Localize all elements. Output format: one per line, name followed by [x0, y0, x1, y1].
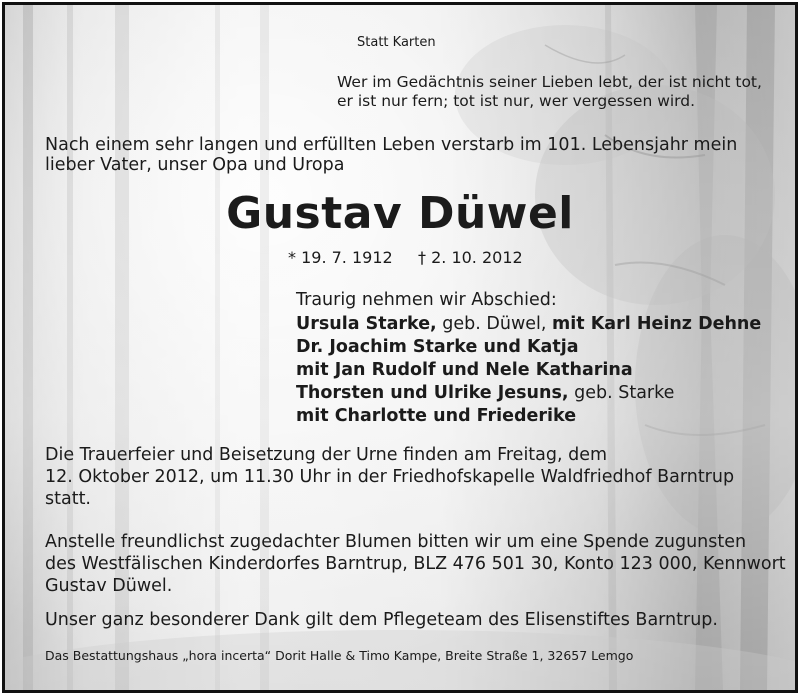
donation-line-2: des Westfälischen Kinderdorfes Barntrup, BLZ 476 501 30, Konto 123 000, Kennwort — [45, 554, 786, 574]
mourner-line-3: mit Jan Rudolf und Nele Katharina — [296, 360, 633, 380]
mourner-name: Thorsten und Ulrike Jesuns, — [296, 383, 569, 403]
deceased-name: Gustav Düwel — [226, 188, 574, 239]
obituary-notice — [2, 2, 798, 693]
funeral-home-footer: Das Bestattungshaus „hora incerta“ Dorit Halle & Timo Kampe, Breite Straße 1, 32657 Lemgo — [45, 648, 634, 663]
verse-line-1: Wer im Gedächtnis seiner Lieben lebt, der ist nicht tot, — [337, 73, 762, 91]
mourner-line-2: Dr. Joachim Starke und Katja — [296, 337, 579, 357]
intro-line-2: lieber Vater, unser Opa und Uropa — [45, 155, 345, 175]
mourner-extra: mit Karl Heinz Dehne — [552, 314, 762, 334]
mourner-line-1 — [296, 314, 761, 334]
mourners-intro: Traurig nehmen wir Abschied: — [296, 290, 557, 310]
statt-karten-label: Statt Karten — [357, 35, 436, 50]
donation-line-3: Gustav Düwel. — [45, 576, 173, 596]
mourner-note: geb. Düwel, — [436, 314, 553, 334]
service-line-1: Die Trauerfeier und Beisetzung der Urne finden am Freitag, dem — [45, 445, 608, 465]
service-line-3: statt. — [45, 489, 91, 509]
thanks-line: Unser ganz besonderer Dank gilt dem Pflegeteam des Elisenstiftes Barntrup. — [45, 610, 718, 630]
verse-line-2: er ist nur fern; tot ist nur, wer vergessen wird. — [337, 92, 696, 110]
mourner-name: Ursula Starke, — [296, 314, 437, 334]
birth-date: * 19. 7. 1912 — [288, 248, 393, 267]
mourner-line-4 — [296, 383, 674, 403]
service-line-2: 12. Oktober 2012, um 11.30 Uhr in der Friedhofskapelle Waldfriedhof Barntrup — [45, 467, 735, 487]
donation-line-1: Anstelle freundlichst zugedachter Blumen bitten wir um eine Spende zugunsten — [45, 532, 747, 552]
mourner-note: geb. Starke — [568, 383, 675, 403]
mourner-line-5: mit Charlotte und Friederike — [296, 406, 577, 426]
intro-line-1: Nach einem sehr langen und erfüllten Leben verstarb im 101. Lebensjahr mein — [45, 135, 738, 155]
death-date: † 2. 10. 2012 — [418, 248, 523, 267]
